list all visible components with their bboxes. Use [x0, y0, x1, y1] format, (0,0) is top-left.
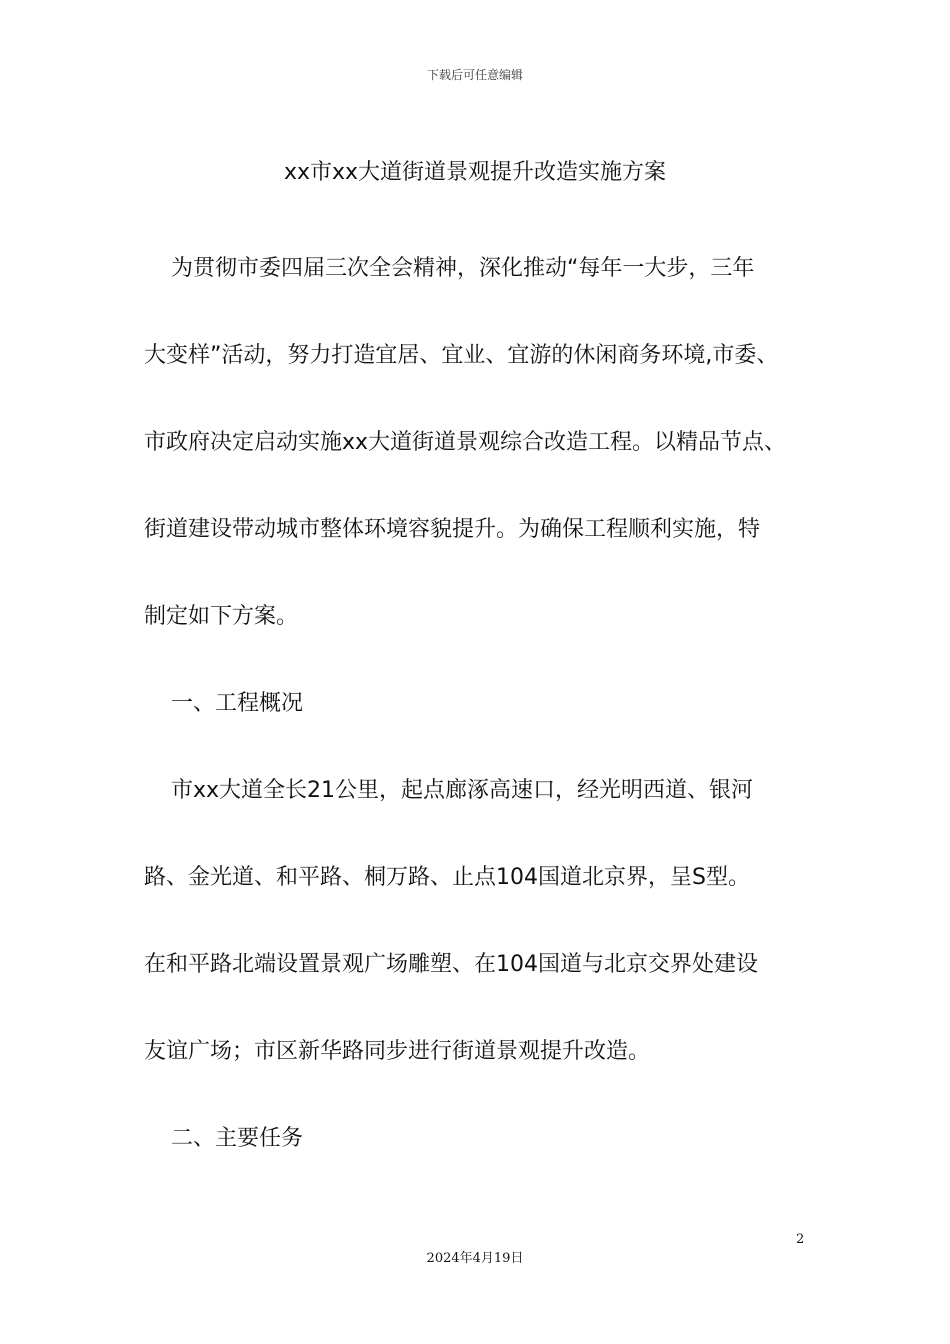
- header-note: 下载后可任意编辑: [426, 68, 523, 82]
- body-line-1: 为贯彻市委四届三次全会精神，深化推动“每年一大步，三年: [171, 256, 755, 281]
- footer-date: 2024年4月19日: [426, 1251, 524, 1266]
- body-line-5: 制定如下方案。: [144, 604, 299, 629]
- document-title: xx市xx大道街道景观提升改造实施方案: [283, 160, 667, 185]
- page-number: 2: [796, 1232, 805, 1247]
- section-heading-tasks: 二、主要任务: [171, 1126, 304, 1151]
- section-heading-overview: 一、工程概况: [171, 691, 304, 716]
- body-line-9: 友谊广场；市区新华路同步进行街道景观提升改造。: [144, 1039, 651, 1064]
- body-line-4: 街道建设带动城市整体环境容貌提升。为确保工程顺利实施，特: [144, 517, 761, 542]
- body-line-8: 在和平路北端设置景观广场雕塑、在104国道与北京交界处建设: [144, 952, 758, 977]
- body-line-7: 路、金光道、和平路、桐万路、止点104国道北京界，呈S型。: [144, 865, 750, 890]
- body-line-2: 大变样”活动，努力打造宜居、宜业、宜游的休闲商务环境,市委、: [144, 343, 779, 368]
- body-line-6: 市xx大道全长21公里，起点廊涿高速口，经光明西道、银河: [171, 778, 754, 803]
- body-line-3: 市政府决定启动实施xx大道街道景观综合改造工程。以精品节点、: [144, 430, 787, 455]
